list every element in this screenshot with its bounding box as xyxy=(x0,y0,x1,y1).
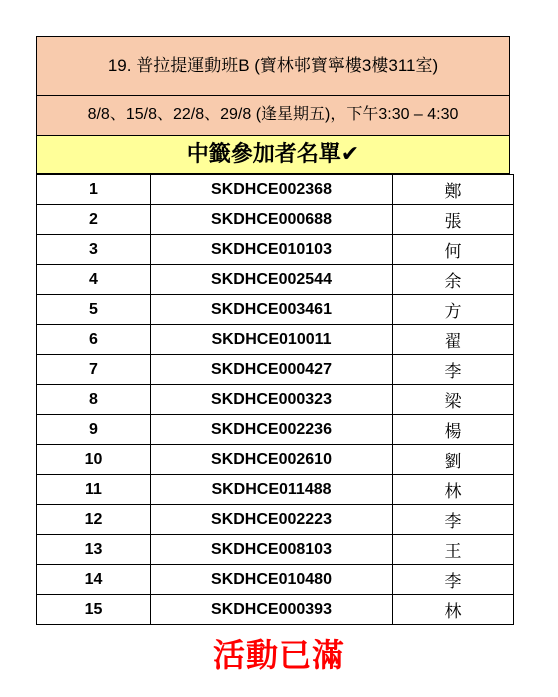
participant-surname: 何 xyxy=(393,235,514,265)
table-row xyxy=(37,415,514,445)
table-row xyxy=(37,565,514,595)
row-number: 14 xyxy=(37,565,151,595)
row-number: 5 xyxy=(37,295,151,325)
row-number: 13 xyxy=(37,535,151,565)
table-row xyxy=(37,445,514,475)
participant-surname: 方 xyxy=(393,295,514,325)
table-row xyxy=(37,235,514,265)
participant-surname: 張 xyxy=(393,205,514,235)
participant-surname: 李 xyxy=(393,505,514,535)
row-number: 12 xyxy=(37,505,151,535)
participant-code: SKDHCE003461 xyxy=(151,295,393,325)
class-schedule: 8/8、15/8、22/8、29/8 (逢星期五)，下午3:30 – 4:30 xyxy=(36,96,510,136)
participant-code: SKDHCE002236 xyxy=(151,415,393,445)
row-number: 15 xyxy=(37,595,151,625)
participant-code: SKDHCE002544 xyxy=(151,265,393,295)
table-row xyxy=(37,355,514,385)
participant-code: SKDHCE008103 xyxy=(151,535,393,565)
participant-code: SKDHCE002368 xyxy=(151,175,393,205)
participant-code: SKDHCE002223 xyxy=(151,505,393,535)
participant-table xyxy=(36,174,514,625)
participant-surname: 林 xyxy=(393,595,514,625)
participant-surname: 李 xyxy=(393,355,514,385)
row-number: 2 xyxy=(37,205,151,235)
check-icon: ✔ xyxy=(340,141,360,166)
row-number: 10 xyxy=(37,445,151,475)
participant-code: SKDHCE011488 xyxy=(151,475,393,505)
row-number: 11 xyxy=(37,475,151,505)
participant-surname: 余 xyxy=(393,265,514,295)
row-number: 6 xyxy=(37,325,151,355)
participant-surname: 鄭 xyxy=(393,175,514,205)
row-number: 3 xyxy=(37,235,151,265)
participant-code: SKDHCE010480 xyxy=(151,565,393,595)
participant-surname: 翟 xyxy=(393,325,514,355)
table-row xyxy=(37,535,514,565)
table-row xyxy=(37,265,514,295)
class-title: 19. 普拉提運動班B (寶林邨寶寧樓3樓311室) xyxy=(36,36,510,96)
status-full-label: 活動已滿 xyxy=(212,637,345,673)
participant-code: SKDHCE010011 xyxy=(151,325,393,355)
participant-code: SKDHCE000393 xyxy=(151,595,393,625)
participant-surname: 梁 xyxy=(393,385,514,415)
participant-surname: 劉 xyxy=(393,445,514,475)
table-row xyxy=(37,505,514,535)
row-number: 7 xyxy=(37,355,151,385)
row-number: 8 xyxy=(37,385,151,415)
table-row xyxy=(37,475,514,505)
participant-list-sheet xyxy=(36,36,510,625)
participant-surname: 李 xyxy=(393,565,514,595)
row-number: 1 xyxy=(37,175,151,205)
participant-surname: 林 xyxy=(393,475,514,505)
participant-code: SKDHCE002610 xyxy=(151,445,393,475)
row-number: 4 xyxy=(37,265,151,295)
list-banner xyxy=(36,136,510,174)
participant-code: SKDHCE000688 xyxy=(151,205,393,235)
participant-code: SKDHCE000323 xyxy=(151,385,393,415)
table-row xyxy=(37,175,514,205)
participant-surname: 王 xyxy=(393,535,514,565)
participant-code: SKDHCE010103 xyxy=(151,235,393,265)
table-row xyxy=(37,385,514,415)
table-row xyxy=(37,295,514,325)
list-banner-label: 中籤參加者名單 xyxy=(186,141,341,166)
row-number: 9 xyxy=(37,415,151,445)
participant-surname: 楊 xyxy=(393,415,514,445)
table-row xyxy=(37,205,514,235)
table-row xyxy=(37,325,514,355)
participant-code: SKDHCE000427 xyxy=(151,355,393,385)
table-row xyxy=(37,595,514,625)
